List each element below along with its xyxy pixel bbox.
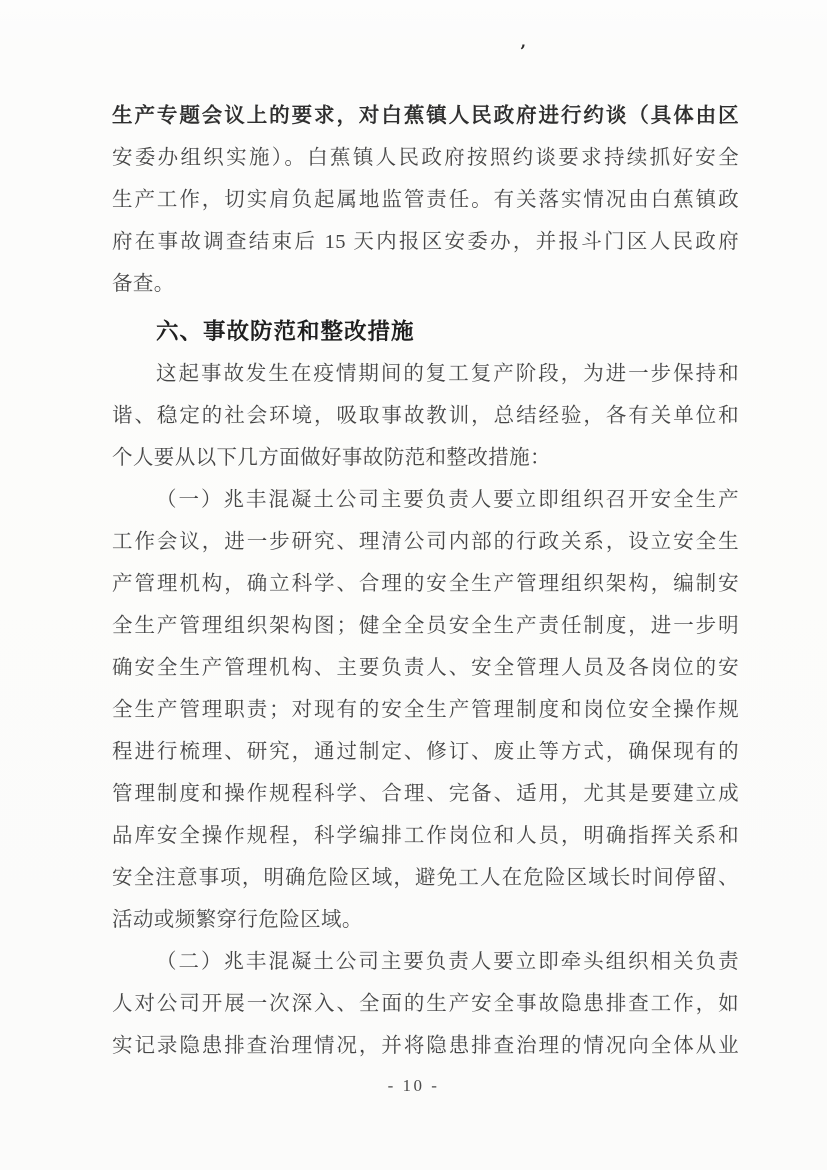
text-line: （一）兆丰混凝土公司主要负责人要立即组织召开安全生产 — [156, 489, 739, 511]
text-line: 工作会议，进一步研究、理清公司内部的行政关系，设立安全生 — [112, 531, 739, 553]
text-line: 程进行梳理、研究，通过制定、修订、废止等方式，确保现有的 — [112, 741, 739, 763]
text-line: 品库安全操作规程，科学编排工作岗位和人员，明确指挥关系和 — [112, 825, 739, 847]
text-line: 产管理机构，确立科学、合理的安全生产管理组织架构，编制安 — [112, 573, 739, 595]
text-line: （二）兆丰混凝土公司主要负责人要立即牵头组织相关负责 — [156, 951, 739, 973]
text-line: 生产工作，切实肩负起属地监管责任。有关落实情况由白蕉镇政 — [112, 189, 739, 211]
text-line: 实记录隐患排查治理情况，并将隐患排查治理的情况向全体从业 — [112, 1035, 739, 1057]
text-line: 备查。 — [112, 273, 175, 295]
text-line: 活动或频繁穿行危险区域。 — [112, 909, 363, 931]
text-line: 人对公司开展一次深入、全面的生产安全事故隐患排查工作，如 — [112, 993, 739, 1015]
page-number: - 10 - — [387, 1076, 440, 1095]
scan-artifact-mark: ’ — [520, 42, 526, 62]
text-line: 谐、稳定的社会环境，吸取事故教训，总结经验，各有关单位和 — [112, 405, 739, 427]
text-line: 全生产管理组织架构图；健全全员安全生产责任制度，进一步明 — [112, 615, 739, 637]
section-heading: 六、事故防范和整改措施 — [156, 319, 415, 344]
text-line: 管理制度和操作规程科学、合理、完备、适用，尤其是要建立成 — [112, 783, 739, 805]
text-line: 这起事故发生在疫情期间的复工复产阶段，为进一步保持和 — [156, 363, 739, 385]
text-line: 确安全生产管理机构、主要负责人、安全管理人员及各岗位的安 — [112, 657, 739, 679]
document-lines — [112, 95, 739, 1067]
text-line: 生产专题会议上的要求，对白蕉镇人民政府进行约谈（具体由区 — [112, 105, 739, 127]
text-line: 全生产管理职责；对现有的安全生产管理制度和岗位安全操作规 — [112, 699, 739, 721]
text-line: 安全注意事项，明确危险区域，避免工人在危险区域长时间停留、 — [112, 867, 739, 889]
document-body — [112, 95, 739, 1067]
text-line: 府在事故调查结束后 15 天内报区安委办，并报斗门区人民政府 — [112, 231, 739, 253]
text-line: 个人要从以下几方面做好事故防范和整改措施： — [112, 447, 551, 469]
text-line: 安委办组织实施）。白蕉镇人民政府按照约谈要求持续抓好安全 — [112, 147, 739, 169]
